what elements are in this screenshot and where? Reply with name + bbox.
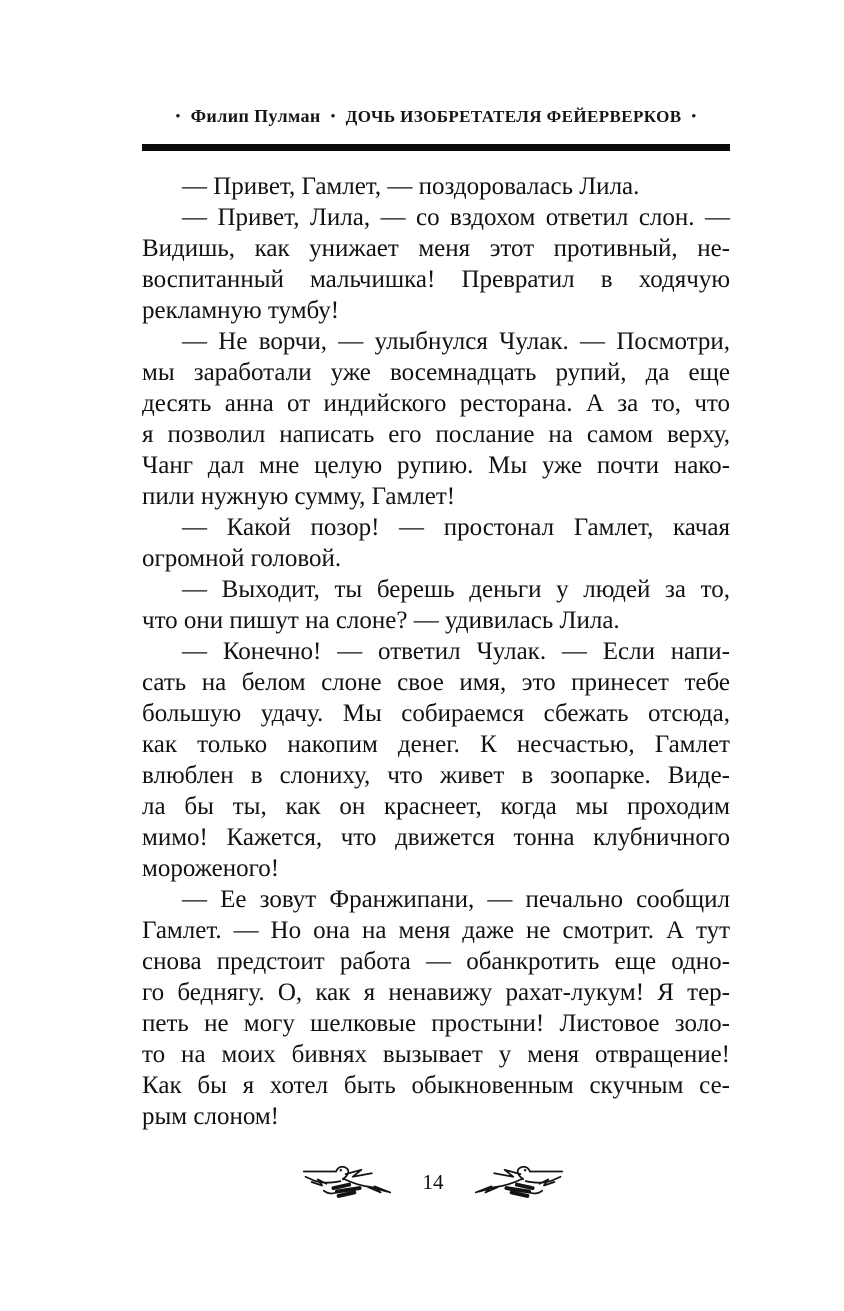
text-line: Видишь, как унижает меня этот противный, не- xyxy=(142,235,730,262)
text-line: — Ее зовут Франжипани, — печально сообщил xyxy=(182,886,730,913)
separator-bullet-icon: • xyxy=(691,108,697,123)
text-line: мороженого! xyxy=(142,855,280,882)
text-line: десять анна от индийского ресторана. А за то, что xyxy=(142,390,730,417)
header-book-title: ДОЧЬ ИЗОБРЕТАТЕЛЯ ФЕЙЕРВЕРКОВ xyxy=(345,107,682,126)
text-line: влюблен в слониху, что живет в зоопарке. Виде- xyxy=(142,762,730,789)
text-line: мы заработали уже восемнадцать рупий, да еще xyxy=(142,359,730,386)
text-line: снова предстоит работа — обанкротить еще одно- xyxy=(142,948,730,975)
page-footer xyxy=(11,1160,844,1204)
text-line: сать на белом слоне свое имя, это принесет тебе xyxy=(142,669,730,696)
text-line: как только накопим денег. К несчастью, Гамлет xyxy=(142,731,730,758)
text-line: что они пишут на слоне? — удивилась Лила. xyxy=(142,607,620,634)
text-line: рекламную тумбу! xyxy=(142,297,340,324)
text-line: Чанг дал мне целую рупию. Мы уже почти нако- xyxy=(142,452,730,479)
text-line: петь не могу шелковые простыни! Листовое золо- xyxy=(142,1010,730,1037)
text-line: огромной головой. xyxy=(142,545,342,572)
text-line: — Конечно! — ответил Чулак. — Если напи- xyxy=(182,638,730,665)
separator-bullet-icon: • xyxy=(175,108,181,123)
bird-ornament-left-icon xyxy=(302,1160,398,1204)
text-line: ла бы ты, как он краснеет, когда мы проходим xyxy=(142,793,730,820)
text-line: я позволил написать его послание на самом верху, xyxy=(142,421,730,448)
body-text xyxy=(142,171,730,1132)
text-line: пили нужную сумму, Гамлет! xyxy=(142,483,456,510)
text-line: то на моих бивнях вызывает у меня отвращение! xyxy=(142,1041,730,1068)
page-number: 14 xyxy=(422,1169,444,1194)
bird-ornament-right-icon xyxy=(468,1160,564,1204)
text-line: воспитанный мальчишка! Превратил в ходячую xyxy=(142,266,730,293)
header-author: Филип Пулман xyxy=(190,106,321,126)
text-line: — Какой позор! — простонал Гамлет, качая xyxy=(182,514,730,541)
header-rule-divider xyxy=(142,144,730,151)
text-line: Как бы я хотел быть обыкновенным скучным се- xyxy=(142,1072,730,1099)
text-line: рым слоном! xyxy=(142,1103,279,1130)
text-line: — Не ворчи, — улыбнулся Чулак. — Посмотри, xyxy=(182,328,730,355)
text-line: — Привет, Гамлет, — поздоровалась Лила. xyxy=(182,173,640,200)
text-line: большую удачу. Мы собираемся сбежать отсюда, xyxy=(142,700,730,727)
text-line: — Выходит, ты берешь деньги у людей за то, xyxy=(182,576,730,603)
text-line: го беднягу. О, как я ненавижу рахат-лукум! Я тер- xyxy=(142,979,730,1006)
running-header xyxy=(128,106,744,127)
text-line: мимо! Кажется, что движется тонна клубничного xyxy=(142,824,730,851)
text-line: — Привет, Лила, — со вздохом ответил слон. — xyxy=(182,204,730,231)
separator-bullet-icon: • xyxy=(330,108,336,123)
text-line: Гамлет. — Но она на меня даже не смотрит. А тут xyxy=(142,917,730,944)
